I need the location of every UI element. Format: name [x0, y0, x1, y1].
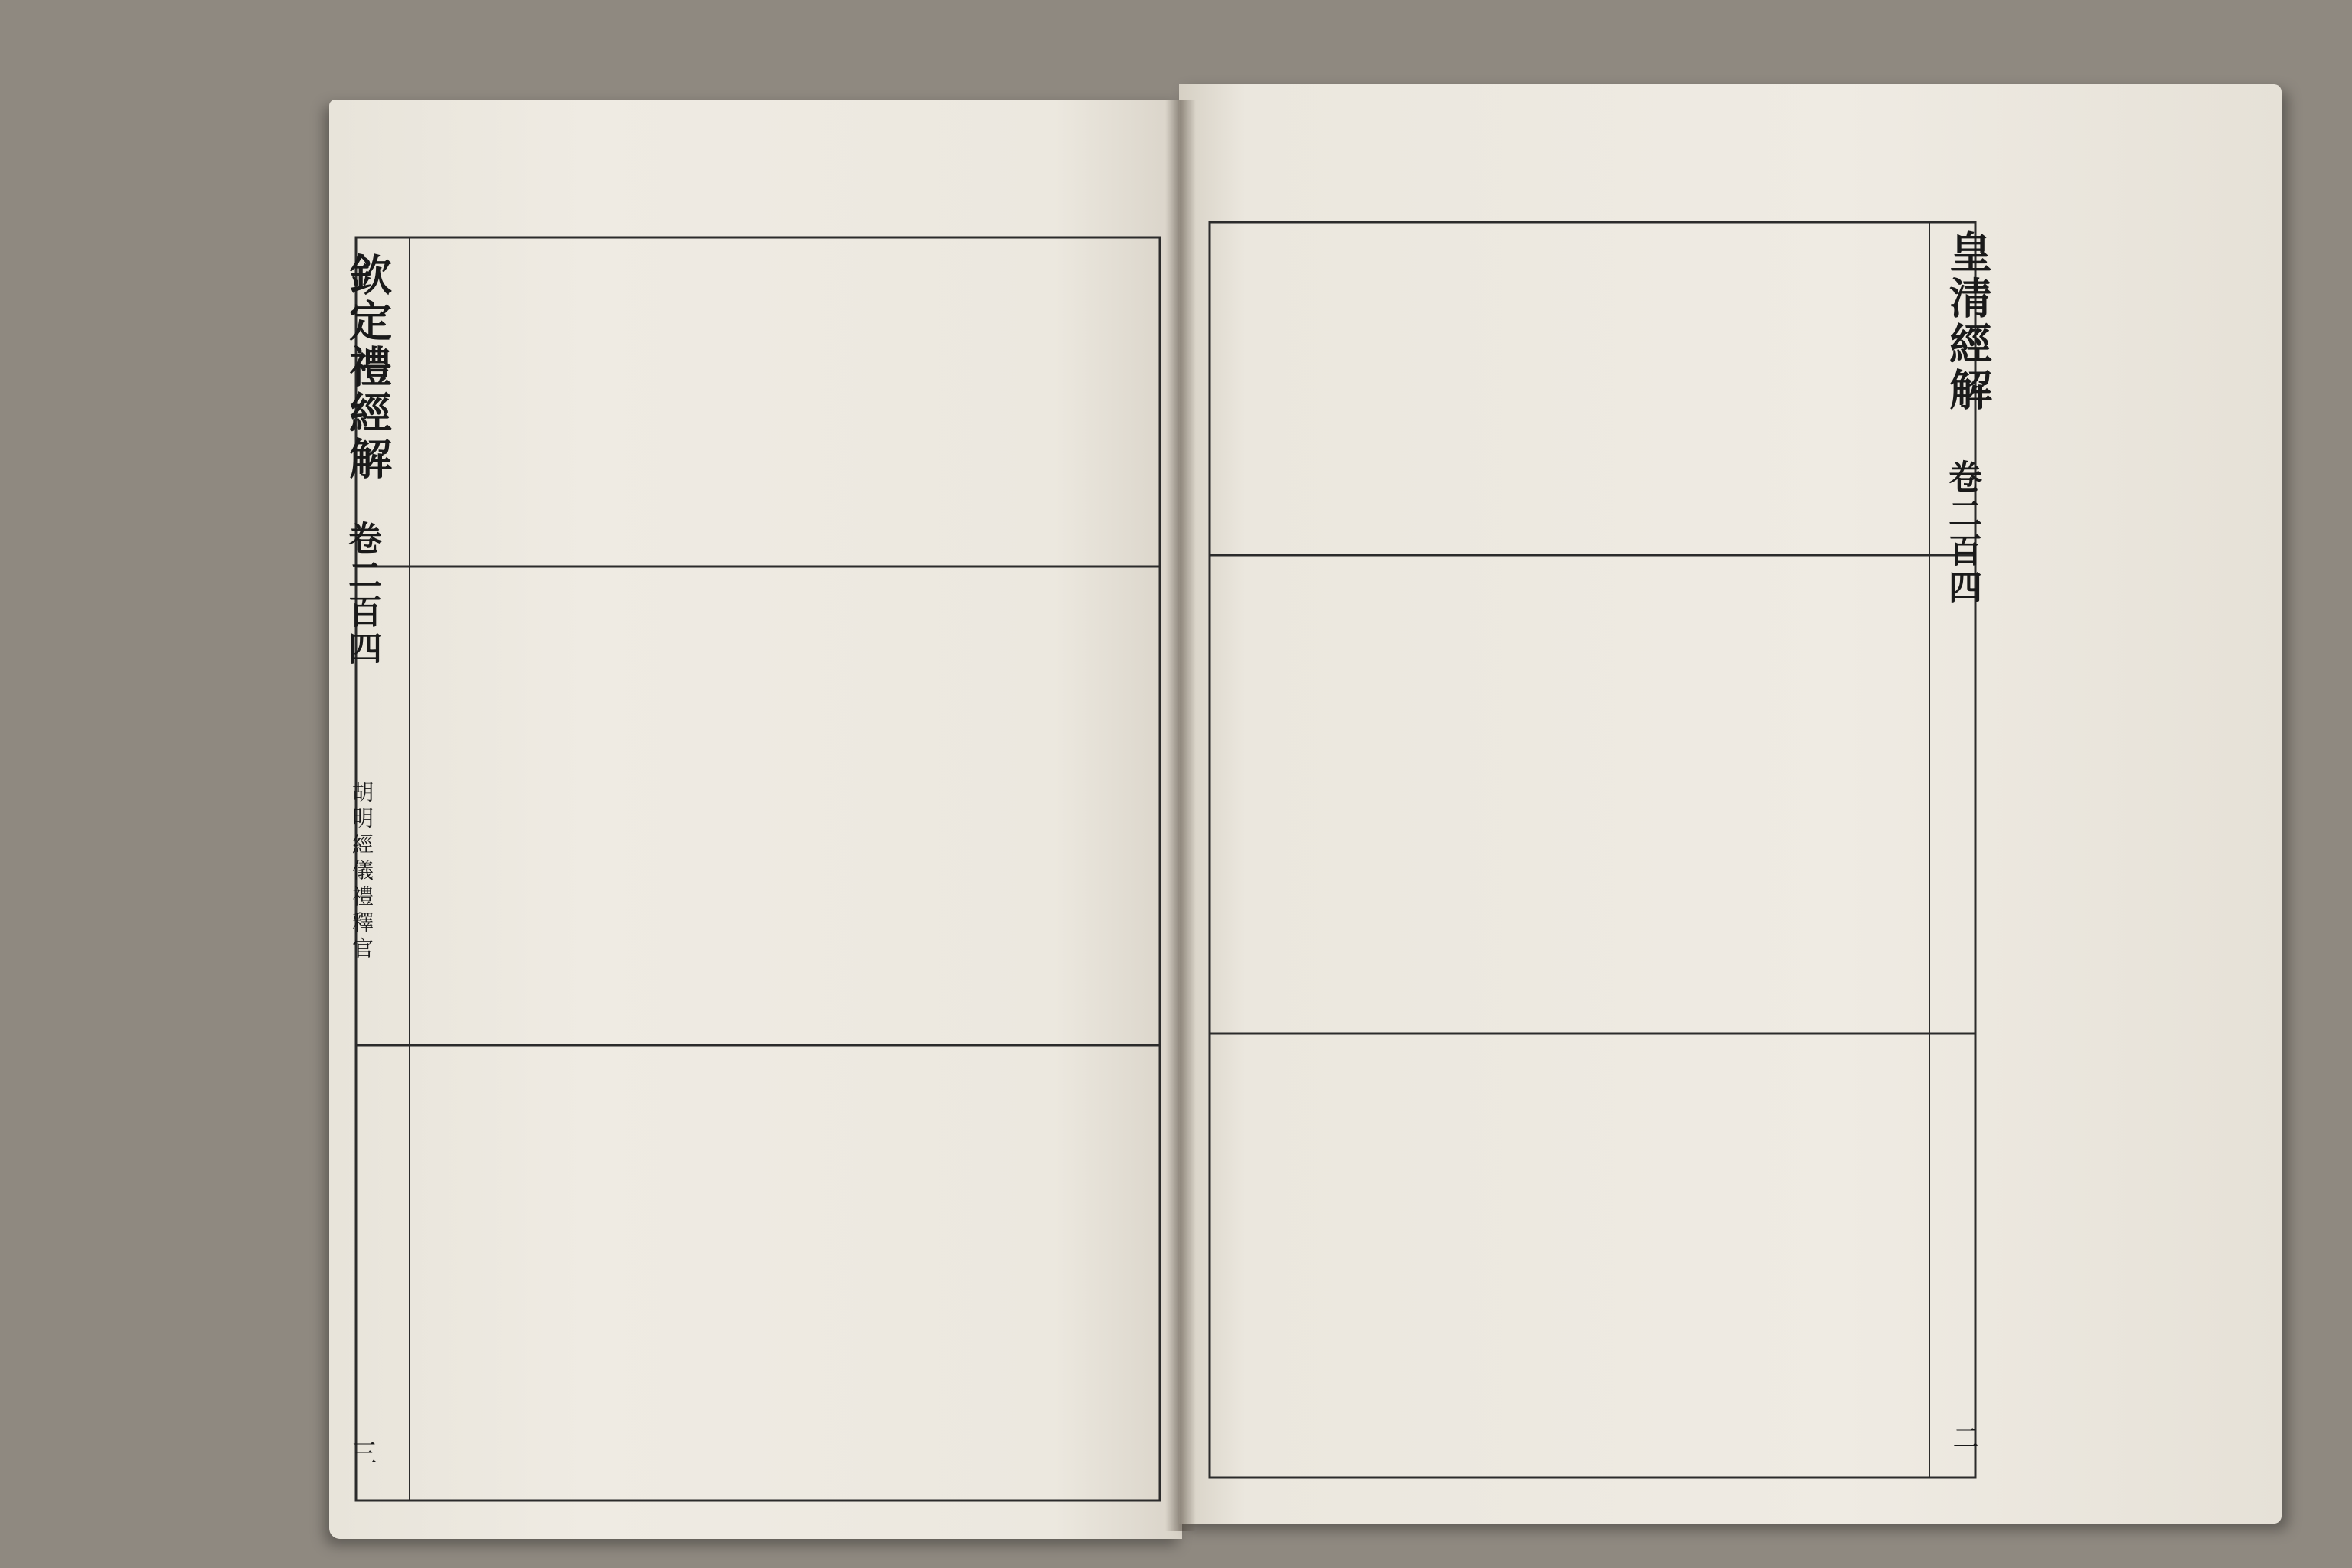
book-gutter [1165, 100, 1196, 1531]
left-folio: 三 [346, 1439, 377, 1465]
right-page-frame [1194, 92, 2006, 1516]
right-folio: 二 [1948, 1424, 1978, 1450]
left-margin-title: 欽定禮經解 [342, 253, 393, 482]
left-page-frame [337, 107, 1179, 1539]
left-lower-header: 胡明經儀禮釋官 [349, 781, 374, 963]
right-margin-volume: 卷二百四 [1942, 459, 1981, 606]
right-margin-title: 皇清經解 [1942, 230, 1993, 413]
left-margin-volume: 卷二百四 [342, 521, 381, 668]
